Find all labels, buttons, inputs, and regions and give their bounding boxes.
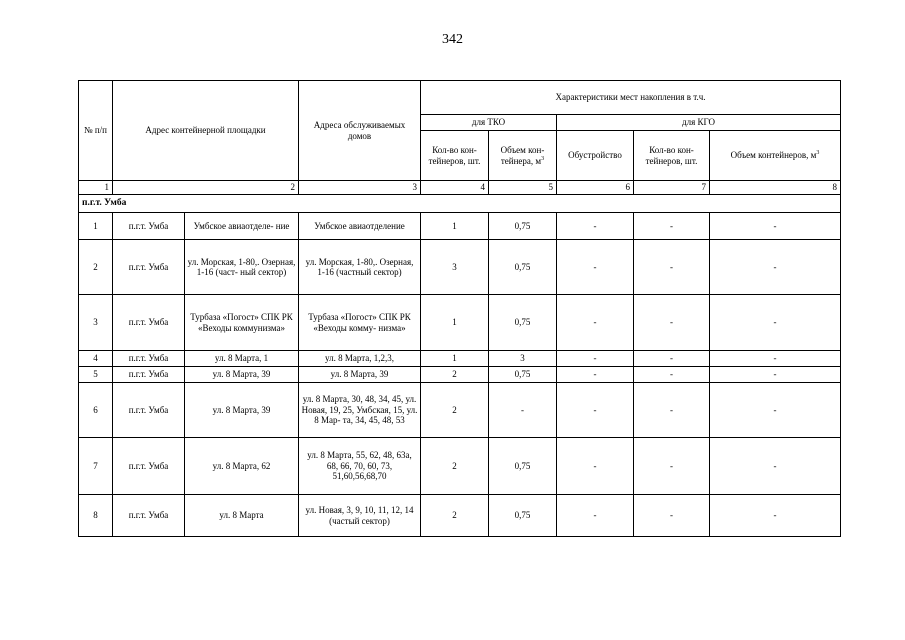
header-no: № п/п bbox=[79, 81, 113, 181]
row-site-address: ул. 8 Марта, 1 bbox=[185, 351, 299, 367]
row-site-address: ул. 8 Марта, 39 bbox=[185, 383, 299, 438]
table-row bbox=[79, 438, 841, 495]
header-characteristics: Характеристики мест накопления в т.ч. bbox=[421, 81, 841, 115]
row-tko-volume: 0,75 bbox=[489, 213, 557, 240]
row-served-houses: Умбское авиаотделение bbox=[299, 213, 421, 240]
row-tko-volume: - bbox=[489, 383, 557, 438]
row-tko-volume: 0,75 bbox=[489, 367, 557, 383]
header-kgo-arrangement: Обустройство bbox=[557, 131, 634, 181]
row-tko-volume: 0,75 bbox=[489, 240, 557, 295]
row-number: 5 bbox=[79, 367, 113, 383]
row-site-address: ул. 8 Марта, 39 bbox=[185, 367, 299, 383]
row-served-houses: ул. 8 Марта, 55, 62, 48, 63а, 68, 66, 70, 60, 73, 51,60,56,68,70 bbox=[299, 438, 421, 495]
row-served-houses: ул. 8 Марта, 39 bbox=[299, 367, 421, 383]
row-number: 4 bbox=[79, 351, 113, 367]
row-kgo-count: - bbox=[634, 213, 710, 240]
row-tko-count: 2 bbox=[421, 383, 489, 438]
row-locality: п.г.т. Умба bbox=[113, 295, 185, 351]
row-kgo-volume: - bbox=[710, 295, 841, 351]
column-number: 2 bbox=[113, 181, 299, 195]
row-locality: п.г.т. Умба bbox=[113, 351, 185, 367]
row-kgo-count: - bbox=[634, 240, 710, 295]
row-kgo-arrangement: - bbox=[557, 240, 634, 295]
column-number: 4 bbox=[421, 181, 489, 195]
header-kgo-count: Кол-во кон- тейнеров, шт. bbox=[634, 131, 710, 181]
header-kgo-volume bbox=[710, 131, 841, 181]
table-row bbox=[79, 495, 841, 537]
section-title: п.г.т. Умба bbox=[79, 195, 841, 213]
row-site-address: Турбаза «Погост» СПК РК «Веходы коммунизма» bbox=[185, 295, 299, 351]
header-served: Адреса обслуживаемых домов bbox=[299, 81, 421, 181]
container-sites-table bbox=[78, 80, 841, 537]
row-kgo-count: - bbox=[634, 367, 710, 383]
header-tko-volume-text: Объем кон- тейнера, м bbox=[500, 145, 545, 166]
column-number: 3 bbox=[299, 181, 421, 195]
row-site-address: ул. Морская, 1-80,. Озерная, 1-16 (част- ный сектор) bbox=[185, 240, 299, 295]
row-number: 7 bbox=[79, 438, 113, 495]
table-row bbox=[79, 383, 841, 438]
row-kgo-arrangement: - bbox=[557, 495, 634, 537]
row-kgo-count: - bbox=[634, 495, 710, 537]
unit-sup: 3 bbox=[541, 155, 545, 162]
header-kgo-volume-text: Объем контейнеров, м bbox=[730, 150, 817, 161]
row-kgo-count: - bbox=[634, 383, 710, 438]
row-kgo-arrangement: - bbox=[557, 213, 634, 240]
table-row bbox=[79, 213, 841, 240]
column-number: 8 bbox=[710, 181, 841, 195]
row-number: 1 bbox=[79, 213, 113, 240]
row-served-houses: ул. Морская, 1-80,. Озерная, 1-16 (частный сектор) bbox=[299, 240, 421, 295]
column-number: 7 bbox=[634, 181, 710, 195]
column-number: 6 bbox=[557, 181, 634, 195]
row-number: 3 bbox=[79, 295, 113, 351]
row-kgo-volume: - bbox=[710, 495, 841, 537]
row-kgo-volume: - bbox=[710, 438, 841, 495]
row-number: 6 bbox=[79, 383, 113, 438]
row-kgo-arrangement: - bbox=[557, 351, 634, 367]
page-number: 342 bbox=[442, 32, 463, 47]
header-tko: для ТКО bbox=[421, 115, 557, 131]
row-number: 8 bbox=[79, 495, 113, 537]
row-tko-count: 1 bbox=[421, 213, 489, 240]
row-kgo-volume: - bbox=[710, 213, 841, 240]
column-number-row bbox=[79, 181, 841, 195]
row-kgo-volume: - bbox=[710, 383, 841, 438]
row-tko-volume: 0,75 bbox=[489, 495, 557, 537]
row-site-address: Умбское авиаотделе- ние bbox=[185, 213, 299, 240]
row-kgo-arrangement: - bbox=[557, 295, 634, 351]
unit-sup: 3 bbox=[816, 150, 820, 157]
row-served-houses: ул. 8 Марта, 30, 48, 34, 45, ул. Новая, 19, 25, Умбская, 15, ул. 8 Мар- та, 34, 45, 48, 53 bbox=[299, 383, 421, 438]
row-kgo-volume: - bbox=[710, 351, 841, 367]
header-kgo: для КГО bbox=[557, 115, 841, 131]
column-number: 1 bbox=[79, 181, 113, 195]
table-row bbox=[79, 367, 841, 383]
row-site-address: ул. 8 Марта, 62 bbox=[185, 438, 299, 495]
row-kgo-count: - bbox=[634, 295, 710, 351]
row-tko-count: 1 bbox=[421, 351, 489, 367]
column-number: 5 bbox=[489, 181, 557, 195]
row-served-houses: ул. 8 Марта, 1,2,3, bbox=[299, 351, 421, 367]
row-locality: п.г.т. Умба bbox=[113, 240, 185, 295]
header-tko-volume bbox=[489, 131, 557, 181]
data-rows bbox=[79, 213, 841, 537]
table-row bbox=[79, 295, 841, 351]
row-tko-count: 3 bbox=[421, 240, 489, 295]
row-tko-volume: 0,75 bbox=[489, 295, 557, 351]
row-tko-count: 2 bbox=[421, 367, 489, 383]
section-row bbox=[79, 195, 841, 213]
row-locality: п.г.т. Умба bbox=[113, 213, 185, 240]
table-row bbox=[79, 351, 841, 367]
row-tko-volume: 0,75 bbox=[489, 438, 557, 495]
header-tko-count: Кол-во кон- тейнеров, шт. bbox=[421, 131, 489, 181]
row-kgo-volume: - bbox=[710, 367, 841, 383]
row-kgo-arrangement: - bbox=[557, 383, 634, 438]
row-kgo-arrangement: - bbox=[557, 438, 634, 495]
row-locality: п.г.т. Умба bbox=[113, 495, 185, 537]
row-tko-volume: 3 bbox=[489, 351, 557, 367]
row-served-houses: ул. Новая, 3, 9, 10, 11, 12, 14 (частый сектор) bbox=[299, 495, 421, 537]
row-tko-count: 2 bbox=[421, 495, 489, 537]
row-locality: п.г.т. Умба bbox=[113, 438, 185, 495]
row-tko-count: 2 bbox=[421, 438, 489, 495]
table-row bbox=[79, 240, 841, 295]
row-served-houses: Турбаза «Погост» СПК РК «Веходы комму- низма» bbox=[299, 295, 421, 351]
row-site-address: ул. 8 Марта bbox=[185, 495, 299, 537]
header-address: Адрес контейнерной площадки bbox=[113, 81, 299, 181]
row-number: 2 bbox=[79, 240, 113, 295]
row-kgo-count: - bbox=[634, 438, 710, 495]
row-tko-count: 1 bbox=[421, 295, 489, 351]
row-kgo-arrangement: - bbox=[557, 367, 634, 383]
row-kgo-count: - bbox=[634, 351, 710, 367]
row-locality: п.г.т. Умба bbox=[113, 383, 185, 438]
row-kgo-volume: - bbox=[710, 240, 841, 295]
row-locality: п.г.т. Умба bbox=[113, 367, 185, 383]
